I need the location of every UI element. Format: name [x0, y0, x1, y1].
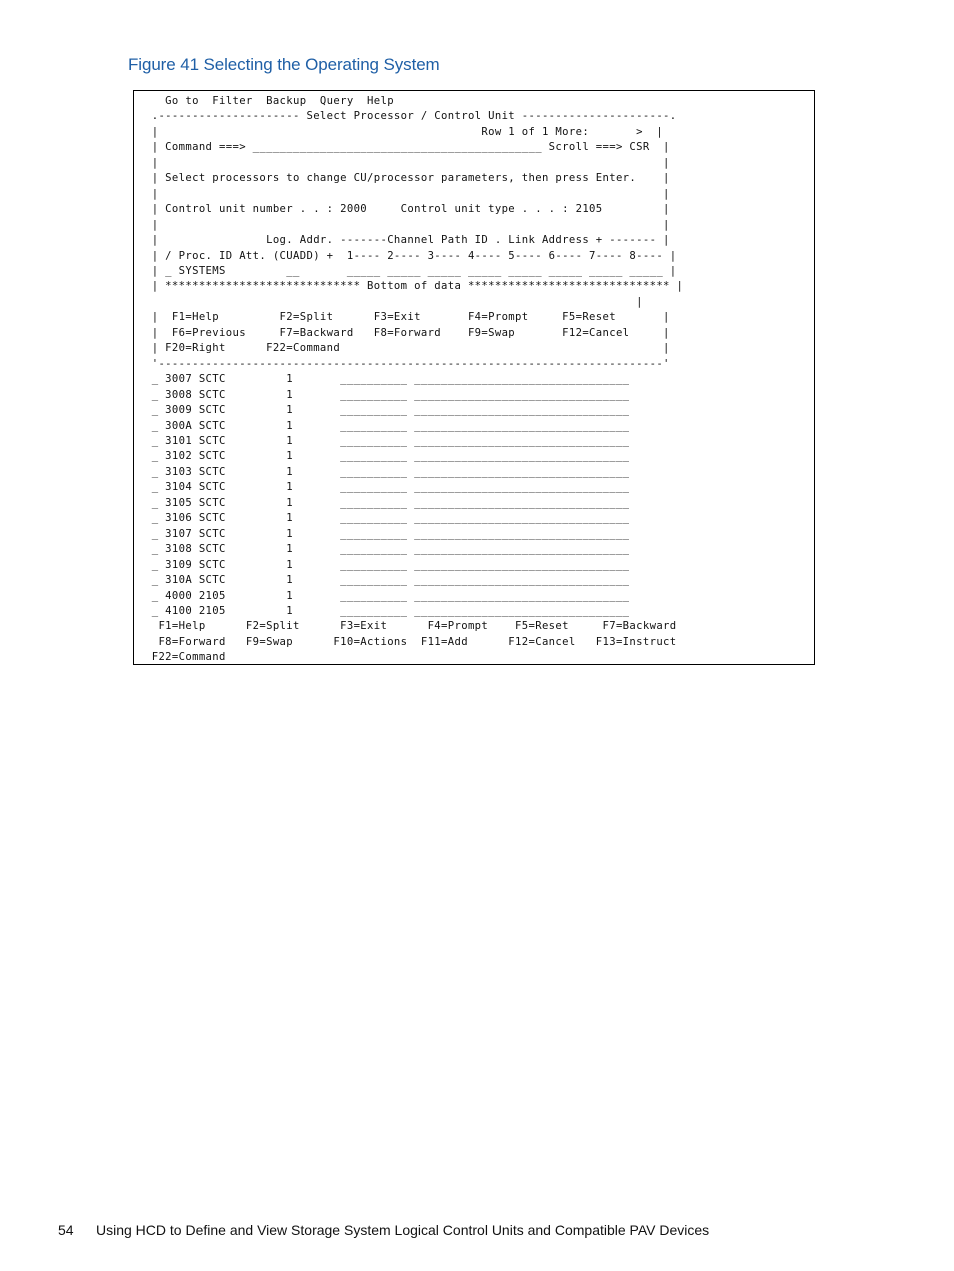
terminal-line: F22=Command	[145, 651, 226, 664]
terminal-line: | F20=Right F22=Command |	[145, 342, 670, 355]
terminal-line: Go to Filter Backup Query Help	[145, 95, 394, 107]
terminal-line: | / Proc. ID Att. (CUADD) + 1---- 2---- 3---- 4---- 5---- 6---- 7---- 8---- |	[145, 249, 677, 262]
terminal-line: _ 3108 SCTC 1 __________ ________________________________	[145, 543, 630, 556]
terminal-line: | |	[145, 187, 670, 200]
terminal-line: | F6=Previous F7=Backward F8=Forward F9=Swap F12=Cancel |	[145, 326, 670, 339]
terminal-line: _ 3104 SCTC 1 __________ ________________________________	[145, 481, 630, 494]
terminal-line: | Command ===> ___________________________________________ Scroll ===> CSR |	[145, 141, 670, 154]
terminal-line: |	[145, 295, 643, 308]
terminal-line: _ 3106 SCTC 1 __________ ________________________________	[145, 512, 630, 525]
terminal-line: | _ SYSTEMS __ _____ _____ _____ _____ _____ _____ _____ _____ |	[145, 264, 677, 277]
terminal-line: | |	[145, 218, 670, 231]
terminal-line: | Log. Addr. -------Channel Path ID . Link Address + ------- |	[145, 234, 670, 247]
terminal-line: _ 3008 SCTC 1 __________ ________________________________	[145, 388, 630, 401]
terminal-line: _ 3105 SCTC 1 __________ ________________________________	[145, 496, 630, 509]
terminal-line: _ 3109 SCTC 1 __________ ________________________________	[145, 558, 630, 571]
terminal-line: _ 4100 2105 1 __________ ________________________________	[145, 604, 630, 617]
page-number: 54	[58, 1222, 74, 1238]
terminal-line: F8=Forward F9=Swap F10=Actions F11=Add F12=Cancel F13=Instruct	[145, 635, 677, 648]
terminal-line: _ 3107 SCTC 1 __________ ________________________________	[145, 527, 630, 540]
figure-caption: Figure 41 Selecting the Operating System	[128, 55, 440, 74]
terminal-line: | F1=Help F2=Split F3=Exit F4=Prompt F5=Reset |	[145, 311, 670, 324]
terminal-line: F1=Help F2=Split F3=Exit F4=Prompt F5=Reset F7=Backward	[145, 620, 677, 633]
terminal-line: _ 4000 2105 1 __________ ________________________________	[145, 589, 630, 602]
terminal-line: | Row 1 of 1 More: > |	[145, 125, 664, 138]
terminal-line: _ 3009 SCTC 1 __________ ________________________________	[145, 404, 630, 417]
terminal-line: '---------------------------------------------------------------------------'	[145, 357, 670, 370]
terminal-line: | Select processors to change CU/processor parameters, then press Enter. |	[145, 172, 670, 185]
terminal-line: _ 3007 SCTC 1 __________ ________________________________	[145, 373, 630, 386]
terminal-screen	[145, 94, 683, 666]
terminal-line: _ 3102 SCTC 1 __________ ________________________________	[145, 450, 630, 463]
terminal-line: _ 3103 SCTC 1 __________ ________________________________	[145, 465, 630, 478]
terminal-line: _ 310A SCTC 1 __________ ________________________________	[145, 574, 630, 587]
running-footer-title: Using HCD to Define and View Storage System Logical Control Units and Compatible PAV Devices	[96, 1222, 710, 1238]
terminal-line: | ***************************** Bottom of data ****************************** |	[145, 280, 684, 293]
terminal-line: | |	[145, 156, 670, 169]
terminal-line: _ 300A SCTC 1 __________ ________________________________	[145, 419, 630, 432]
terminal-line: | Control unit number . . : 2000 Control unit type . . . : 2105 |	[145, 203, 670, 216]
terminal-line: .--------------------- Select Processor / Control Unit ----------------------.	[145, 110, 677, 123]
terminal-line: _ 3101 SCTC 1 __________ ________________________________	[145, 434, 630, 447]
terminal-screenshot	[133, 90, 815, 665]
